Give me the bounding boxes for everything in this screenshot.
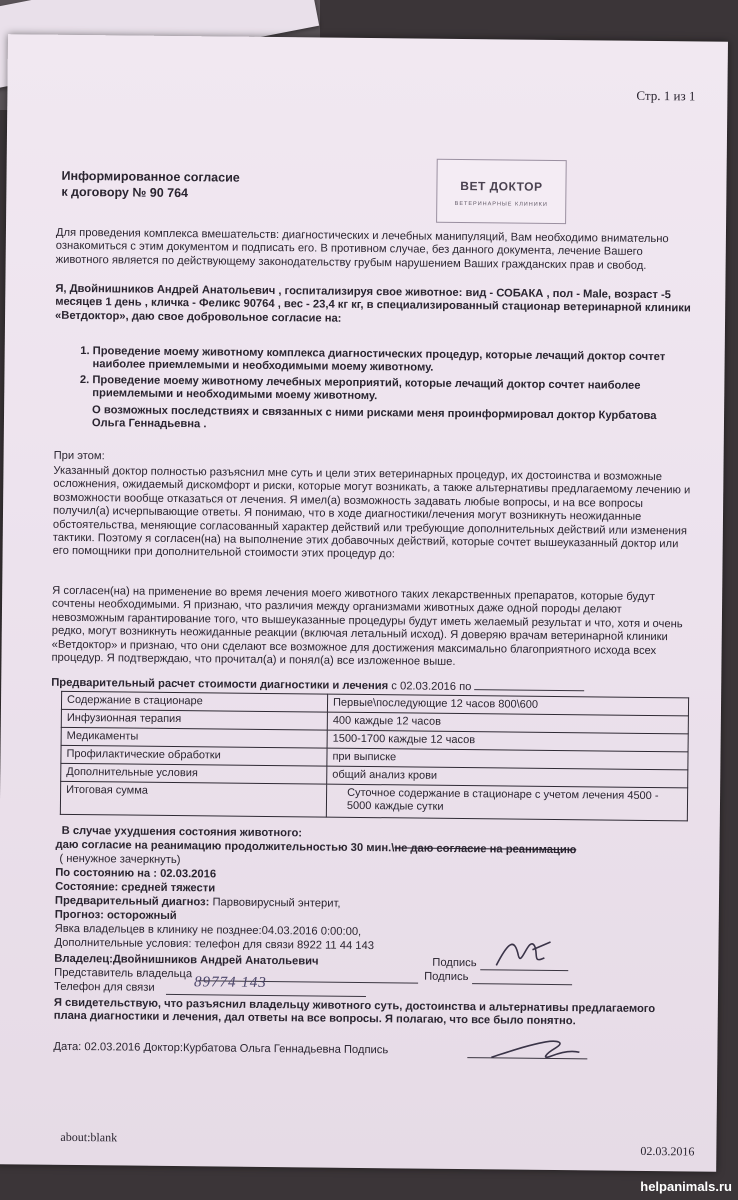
cost-label: Профилактические обработки xyxy=(61,745,327,766)
phone-line xyxy=(166,994,366,997)
doctor-statement: Я свидетельствую, что разъяснил владельцу животного суть, достоинства и альтернативы предлагаемого плана диагностики и лечения, дал ответы на все вопросы. Я полагаю, что все было понятно. xyxy=(53,996,656,1028)
informed-by: О возможных последствиях и связанных с ними рисками меня проинформировал доктор Курбатова Ольга Геннадьевна . xyxy=(91,403,657,431)
owner-signature-icon xyxy=(488,931,568,974)
logo-text: ВЕТ ДОКТОР xyxy=(460,178,543,194)
owner-line: Владелец:Двойнишников Андрей Анатольевич xyxy=(54,952,319,968)
visit-deadline: Явка владельцев в клинику не позднее:04.03.2016 0:00:00, xyxy=(54,922,362,938)
document-page xyxy=(0,34,728,1171)
consent-item-1: 1. Проведение моему животному комплекса диагностических процедур, которые лечащий доктор сочтет наиболее приемлемыми и необходимыми моему животному. xyxy=(92,345,684,378)
rep-signature-label: Подпись xyxy=(424,970,469,984)
intro-paragraph: Для проведения комплекса вмешательств: диагностических и лечебных манипуляций, Вам необходимо внимательно ознакомиться с этим документом и подписать его. В противном случае, без данного документа, лечение Вашего животного является по действующему законодательству грубым нарушением Ваших гражданских прав и свобод. xyxy=(55,226,669,272)
owner-signature-label: Подпись xyxy=(432,956,477,970)
doctor-date-line: Дата: 02.03.2016 Доктор:Курбатова Ольга Геннадьевна Подпись xyxy=(53,1040,389,1057)
condition: Состояние: средней тяжести xyxy=(55,880,216,895)
cost-label: Инфузионная терапия xyxy=(61,709,327,730)
pri-etom-label: При этом: xyxy=(53,449,105,463)
extra-conditions: Дополнительные условия: телефон для связи 8922 11 44 143 xyxy=(54,936,375,953)
cost-value: общий анализ крови xyxy=(327,766,688,788)
cost-value: при выписке xyxy=(327,748,688,770)
representative-label: Представитель владельца xyxy=(54,966,193,981)
logo-subtitle: ВЕТЕРИНАРНЫЕ КЛИНИКИ xyxy=(454,200,548,208)
clinic-logo xyxy=(436,159,567,224)
owner-statement: Я, Двойнишников Андрей Анатольевич , госпитализируя свое животное: вид - СОБАКА , пол - Male, возраст -5 месяцев 1 день , кличка - Феликс 90764 , вес - 23,4 кг кг, в специализированный стационар ветеринарной клиники «Ветдоктор», даю свое добровольное согласие на: xyxy=(55,282,691,325)
cost-range: с 02.03.2016 по xyxy=(388,680,475,694)
strike-note: ( ненужное зачеркнуть) xyxy=(59,852,181,867)
cost-value: Суточное содержание в стационаре с учетом лечения 4500 - 5000 каждые сутки xyxy=(326,784,687,821)
cost-value: 1500-1700 каждые 12 часов xyxy=(327,730,688,752)
consent-list xyxy=(74,345,685,437)
paragraph-2: Я согласен(на) на применение во время лечения моего животного таких лекарственных препаратов, которые будут сочтены необходимыми. Я признаю, что различия между организмами животных даже одной породы делают невозможным гарантирование того, что вышеуказанные процедуры будут иметь желаемый результат и что, хотя и очень редко, могут возникнуть неожиданные реакции (включая летальный исход). Я доверяю врачам ветеринарной клиники «Ветдоктор» и признаю, что они сделают все возможное для достижения максимально благоприятного исхода всех процедур. Я подтверждаю, что прочитал(а) и понял(а) все изложенное выше. xyxy=(51,584,683,668)
prognosis: Прогноз: осторожный xyxy=(54,908,177,923)
title-line-2: к договору № 90 764 xyxy=(61,184,189,201)
status-date: По состоянию на : 02.03.2016 xyxy=(55,866,217,881)
footer-left: about:blank xyxy=(60,1129,118,1145)
rep-signature-line xyxy=(472,983,572,985)
cost-value: Первые\последующие 12 часов 800\600 xyxy=(327,694,688,716)
table-row xyxy=(60,781,687,821)
cost-table xyxy=(60,691,689,822)
phone-label: Телефон для связи xyxy=(53,980,155,994)
page-number: Стр. 1 из 1 xyxy=(636,87,696,104)
document-title xyxy=(61,168,240,202)
cost-label: Дополнительные условия xyxy=(61,763,327,784)
footer-date: 02.03.2016 xyxy=(640,1143,695,1159)
cost-label: Содержание в стационаре xyxy=(61,691,327,712)
consent-item-2: 2. Проведение моему животному лечебных мероприятий, которые лечащий доктор сочтет наиболее приемлемыми и необходимыми моему животному. xyxy=(92,374,684,407)
reanimation-consent: даю согласие на реанимацию продолжительностью 30 мин.\ xyxy=(55,838,395,855)
cost-value: 400 каждые 12 часов xyxy=(327,712,688,734)
cost-label: Медикаменты xyxy=(61,727,327,748)
title-line-1: Информированное согласие xyxy=(61,168,240,185)
cost-label: Итоговая сумма xyxy=(60,781,326,817)
doctor-signature-icon xyxy=(485,1031,585,1068)
watermark: helpanimals.ru xyxy=(640,1179,732,1194)
cost-heading: Предварительный расчет стоимости диагностики и лечения xyxy=(51,676,389,693)
phone-handwritten: 89774 143 xyxy=(194,974,267,991)
cost-end-line xyxy=(474,689,584,691)
reanimation-refusal-struck: не даю согласие на реанимацию xyxy=(394,842,577,857)
worsening-heading: В случае ухудшения состояния животного: xyxy=(61,824,303,840)
diagnosis-value: Парвовирусный энтерит, xyxy=(209,896,341,910)
diagnosis-label: Предварительный диагноз: xyxy=(54,894,210,909)
paragraph-1: Указанный доктор полностью разъяснил мне суть и цели этих ветеринарных процедур, их достоинства и возможные осложнения, ожидаемый дискомфорт и риски, которые могут возникать, а также альтернативы предлагаемому лечению и возможности вообще отказаться от лечения. Я имел(а) возможность задавать любые вопросы, и на все вопросы получил(а) исчерпывающие ответы. Я понимаю, что в ходе диагностики/лечения могут возникнуть неожиданные обстоятельства, меняющие согласованный характер действий или требующие дополнительных действий или изменения тактики. Поэтому я согласен(на) на выполнение этих добавочных действий, которые сочтет вышеуказанный доктор или его помощники при дополнительной стоимости этих процедур до: xyxy=(52,464,691,561)
